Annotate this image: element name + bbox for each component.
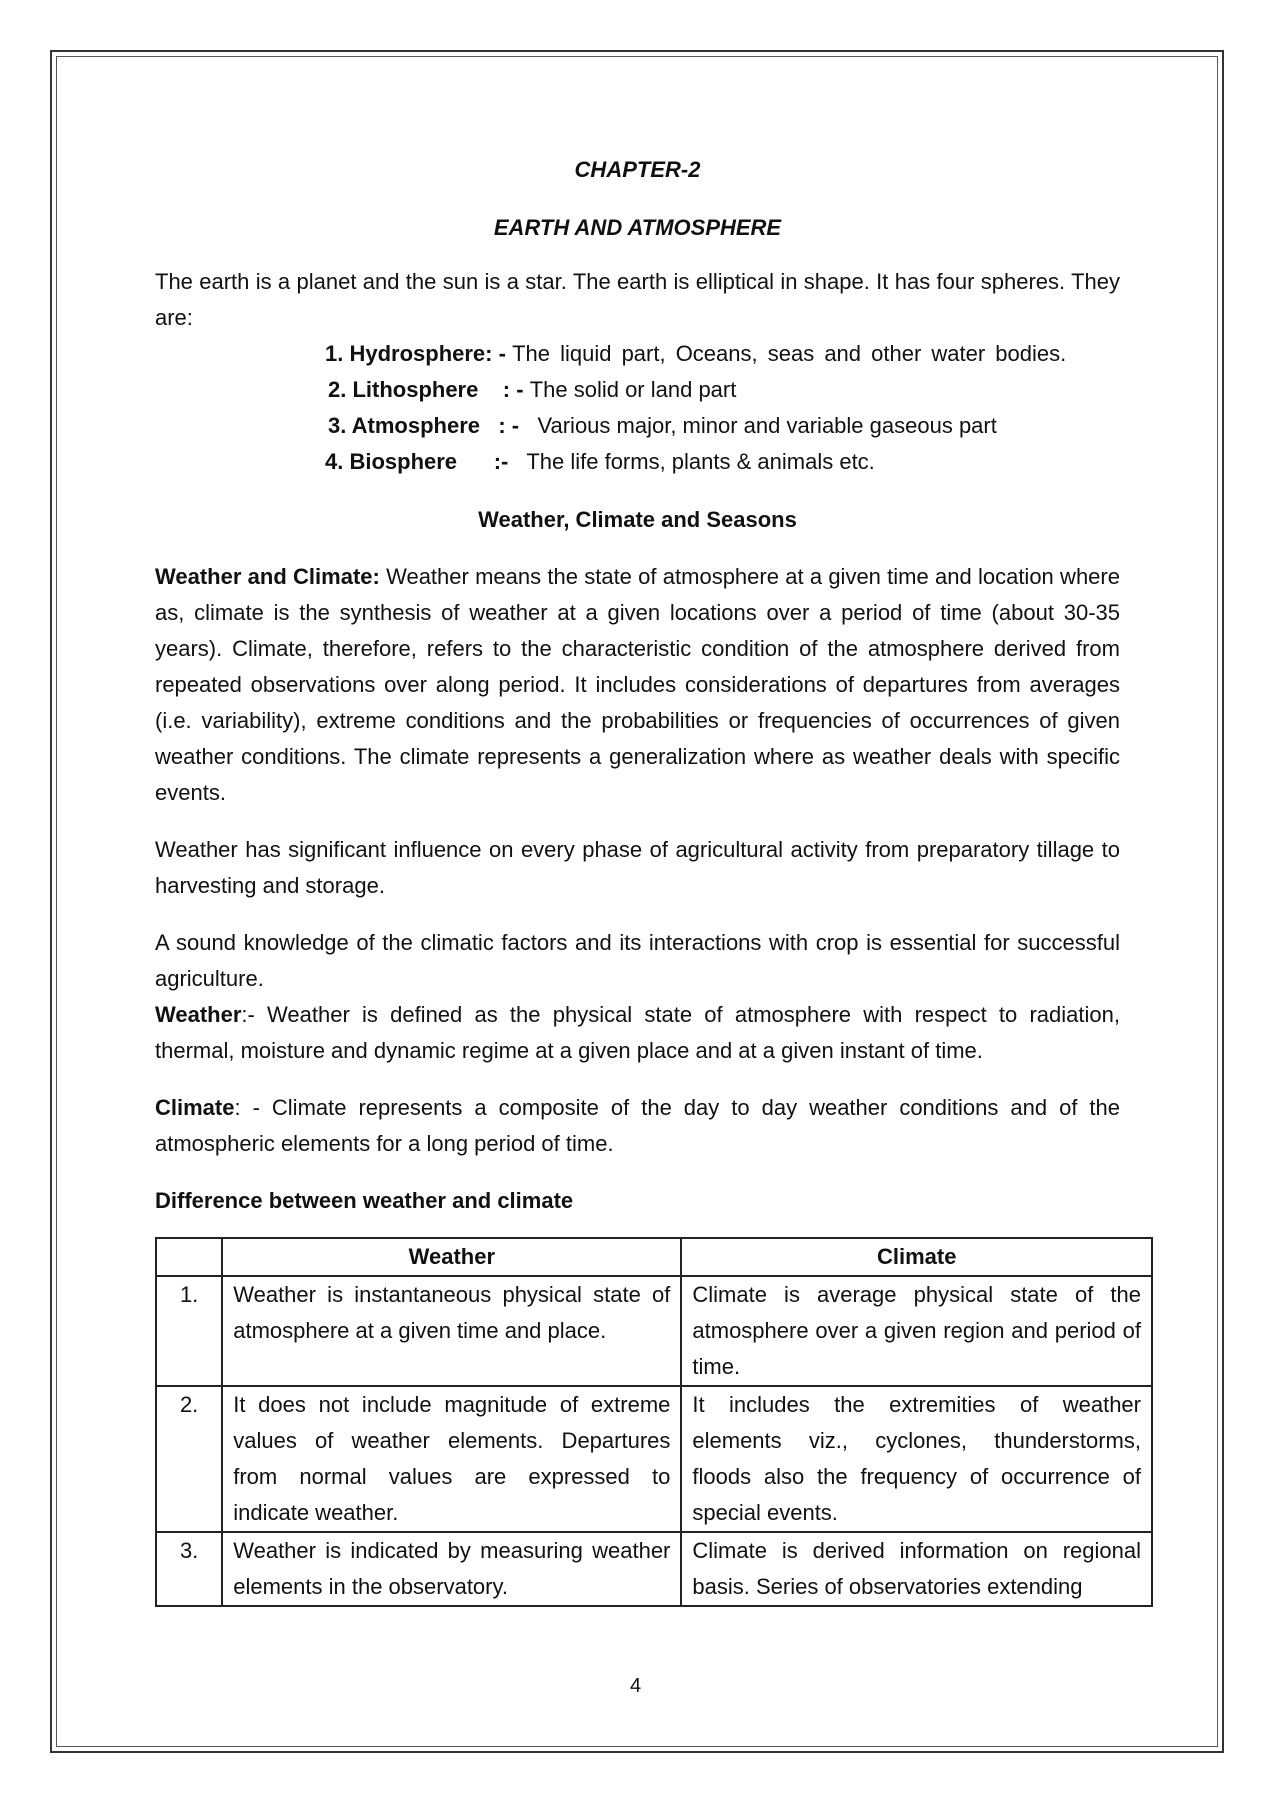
table-row: [156, 1276, 1152, 1386]
chapter-label: CHAPTER-2: [574, 157, 701, 182]
table-cell-climate: Climate is derived information on regional basis. Series of observatories extending: [681, 1532, 1152, 1606]
spheres-list: [325, 336, 1120, 480]
difference-table: [155, 1237, 1153, 1607]
paragraph-body: : - Climate represents a composite of the day to day weather conditions and of the atmospheric elements for a long period of time.: [155, 1095, 1120, 1156]
sphere-text: Various major, minor and variable gaseous part: [525, 413, 997, 438]
sphere-item: [328, 408, 1120, 444]
table-header-row: [156, 1238, 1152, 1276]
intro-paragraph: The earth is a planet and the sun is a star. The earth is elliptical in shape. It has four spheres. They are:: [155, 269, 1120, 330]
table-cell-weather: Weather is instantaneous physical state of atmosphere at a given time and place.: [222, 1276, 681, 1386]
table-cell-climate: Climate is average physical state of the atmosphere over a given region and period of time.: [681, 1276, 1152, 1386]
climate-definition: [155, 1090, 1120, 1162]
paragraph-lead: Weather: [155, 1002, 242, 1027]
sphere-label: 4. Biosphere: [325, 449, 458, 474]
sphere-label: 1. Hydrosphere:: [325, 341, 493, 366]
difference-heading: Difference between weather and climate: [155, 1188, 574, 1213]
influence-paragraph: Weather has significant influence on every phase of agricultural activity from preparatory tillage to harvesting and storage.: [155, 837, 1120, 898]
table-cell-num: 1.: [156, 1276, 222, 1386]
sphere-label: 3. Atmosphere: [328, 413, 481, 438]
sphere-label: 2. Lithosphere: [328, 377, 479, 402]
paragraph-lead: Climate: [155, 1095, 235, 1120]
table-header-weather: Weather: [222, 1238, 681, 1276]
sphere-item: [325, 336, 1120, 372]
table-cell-weather: It does not include magnitude of extreme values of weather elements. Departures from normal values are expressed to indicate weather.: [222, 1386, 681, 1532]
table-cell-num: 3.: [156, 1532, 222, 1606]
table-header-num: [156, 1238, 222, 1276]
paragraph-body: :- Weather is defined as the physical state of atmosphere with respect to radiation, thermal, moisture and dynamic regime at a given place and at a given instant of time.: [155, 1002, 1120, 1063]
weather-climate-paragraph: [155, 559, 1120, 811]
page-number: 4: [629, 1675, 642, 1697]
sphere-text: The solid or land part: [529, 377, 737, 402]
sphere-text: The liquid part, Oceans, seas and other water bodies.: [512, 341, 1067, 366]
knowledge-paragraph: A sound knowledge of the climatic factors and its interactions with crop is essential for successful agriculture.: [155, 930, 1120, 991]
section-heading: Weather, Climate and Seasons: [478, 507, 797, 532]
table-header-climate: Climate: [681, 1238, 1152, 1276]
table-cell-climate: It includes the extremities of weather elements viz., cyclones, thunderstorms, floods also the frequency of occurrence of special events.: [681, 1386, 1152, 1532]
paragraph-body: Weather means the state of atmosphere at a given time and location where as, climate is the synthesis of weather at a given locations over a period of time (about 30-35 years). Climate, therefore, refers to the characteristic condition of the atmosphere derived from repeated observations over along period. It includes considerations of departures from averages (i.e. variability), extreme conditions and the probabilities or frequencies of occurrences of given weather conditions. The climate represents a generalization where as weather deals with specific events.: [155, 564, 1120, 805]
sphere-sep: -: [492, 341, 513, 366]
table-row: [156, 1386, 1152, 1532]
page-content: [155, 152, 1141, 1607]
sphere-sep: :-: [457, 449, 515, 474]
table-row: [156, 1532, 1152, 1606]
weather-definition: [155, 997, 1120, 1069]
sphere-item: [328, 372, 1120, 408]
chapter-title: EARTH AND ATMOSPHERE: [493, 215, 782, 240]
sphere-sep: : -: [478, 377, 530, 402]
sphere-item: [325, 444, 1120, 480]
sphere-text: The life forms, plants & animals etc.: [514, 449, 875, 474]
sphere-sep: : -: [480, 413, 526, 438]
paragraph-lead: Weather and Climate:: [155, 564, 380, 589]
table-cell-num: 2.: [156, 1386, 222, 1532]
table-cell-weather: Weather is indicated by measuring weather elements in the observatory.: [222, 1532, 681, 1606]
